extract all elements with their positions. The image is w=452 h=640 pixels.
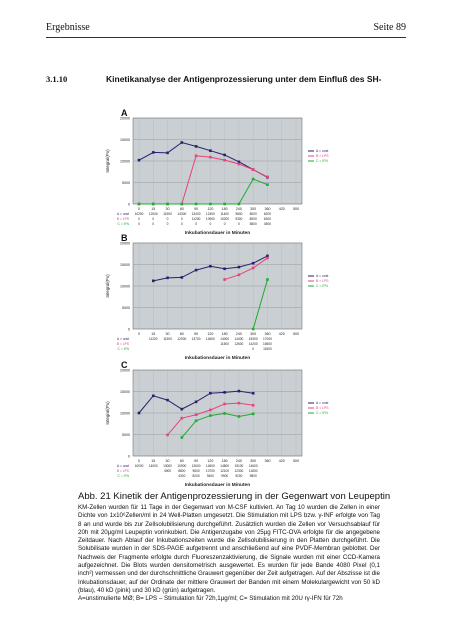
- data-point: [181, 276, 184, 279]
- data-point: [209, 156, 212, 159]
- table-cell: 8800: [178, 469, 186, 473]
- x-tick-label: 360: [264, 332, 271, 336]
- y-tick-label: 5000: [122, 181, 130, 185]
- table-cell: 12000: [177, 337, 187, 341]
- data-point: [152, 203, 155, 206]
- table-cell: 12300: [234, 469, 244, 473]
- table-cell: 12400: [205, 212, 215, 216]
- x-tick-label: 360: [264, 207, 271, 211]
- table-cell: 11800: [248, 469, 258, 473]
- x-tick-label: 500: [293, 207, 299, 211]
- table-cell: 0: [209, 222, 212, 226]
- table-cell: 12600: [191, 464, 201, 468]
- table-row-label: A = unst: [116, 464, 129, 468]
- x-tick-label: 180: [221, 332, 228, 336]
- data-point: [252, 392, 255, 395]
- x-tick-label: 90: [194, 459, 199, 463]
- x-tick-label: 420: [278, 207, 285, 211]
- y-tick-label: 15000: [120, 390, 130, 394]
- x-tick-label: 0: [138, 459, 140, 463]
- data-point: [252, 178, 255, 181]
- x-tick-label: 500: [293, 459, 299, 463]
- x-tick-label: 15: [151, 207, 156, 211]
- table-cell: 0: [166, 217, 169, 221]
- caption-text: KM-Zellen wurden für 11 Tage in der Gegenwart von M-CSF kultiviert. An Tag 10 wurden die Zellen in einer Dichte von 1x10⁶Zellen/ml in 24 Well-Platten umgesetzt. Die Stimulation mit LPS bzw. γ-INF erfolgte von Tag 8 an und wurde bis zur Zellsolubilisierung durchgeführt. Zusätzlich wurden die Zellen vor Versuchsablauf für 20h mit 20µg/ml Leupeptin vorinkubiert. Die Antigenzugabe von 25µg FITC-OVA erfolgte für die angegebene Zeitdauer. Nach Ablauf der Inkubationszeiten wurde die Zellsolubilisierung in den Platten durchgeführt. Die Solubilisate wurden in der SDS-PAGE aufgetrennt und anschließend auf eine PVDF-Membran geblottet. Der Nachweis der Fragmente erfolgte durch Fluoreszenzaktivierung, die Signale wurden mit einer CCD-Kamera aufgezeichnet. Die Blots wurden densitometrisch ausgewertet. Es wurden für jede Bande 4080 Pixel (0,1 inch²) vermessen und der durchschnittliche Grauwert gegenüber der Zeit aufgetragen. Auf der Abszisse ist die Inkubationsdauer, auf der Ordinate der mittlere Grauwert der Banden mit einem Molekulargewicht von 50 kD (blau), 40 kD (pink) und 30 kD (grün) aufgetragen.: [78, 504, 380, 594]
- table-row-label: A = unst: [116, 212, 129, 216]
- y-tick-label: 15000: [120, 263, 130, 267]
- table-row-label: B = LPS: [116, 342, 129, 346]
- table-cell: 10900: [205, 217, 215, 221]
- x-tick-label: 90: [194, 332, 199, 336]
- data-point: [223, 412, 226, 415]
- x-tick-label: 30: [165, 332, 170, 336]
- table-cell: 9300: [235, 217, 243, 221]
- x-tick-label: 30: [165, 459, 170, 463]
- legend-entry: C = IFN: [316, 411, 328, 415]
- table-cell: 14000: [220, 337, 230, 341]
- y-axis-label: Integral(Px): [105, 274, 110, 298]
- legend-entry: A = unst: [316, 149, 329, 153]
- data-point: [252, 267, 255, 270]
- x-tick-label: 15: [151, 332, 156, 336]
- y-tick-label: 0: [128, 454, 130, 459]
- data-point: [195, 413, 198, 416]
- data-point: [166, 277, 169, 280]
- table-cell: 9900: [221, 474, 229, 478]
- y-tick-label: 20000: [120, 116, 130, 121]
- data-point: [266, 278, 269, 281]
- table-cell: 14800: [220, 464, 230, 468]
- y-tick-label: 5000: [122, 433, 130, 437]
- data-point: [238, 415, 241, 418]
- data-point: [195, 269, 198, 272]
- table-cell: 15100: [234, 464, 244, 468]
- data-point: [195, 203, 198, 206]
- table-cell: 0: [152, 217, 155, 221]
- table-cell: 0: [223, 222, 226, 226]
- table-cell: 14400: [234, 337, 244, 341]
- data-point: [252, 413, 255, 416]
- table-cell: 0: [138, 222, 140, 226]
- section-title: Kinetikanalyse der Antigenprozessierung unter dem Einfluß des SH-: [106, 74, 382, 84]
- data-point: [152, 280, 155, 283]
- y-tick-label: 15000: [120, 138, 130, 142]
- x-tick-label: 300: [250, 459, 257, 463]
- data-point: [181, 436, 184, 439]
- table-cell: 12600: [234, 342, 244, 346]
- table-cell: 15300: [248, 337, 258, 341]
- header-chapter: Ergebnisse: [46, 22, 90, 33]
- x-tick-label: 120: [207, 207, 214, 211]
- x-tick-label: 300: [250, 207, 257, 211]
- data-point: [209, 265, 212, 268]
- data-point: [252, 168, 255, 171]
- table-cell: 14000: [148, 464, 158, 468]
- table-cell: 14300: [177, 212, 187, 216]
- data-point: [166, 434, 169, 437]
- x-tick-label: 180: [221, 459, 228, 463]
- y-axis-label: Integral(Px): [105, 149, 110, 173]
- section-number: 3.1.10: [46, 74, 68, 84]
- table-cell: 10700: [205, 469, 215, 473]
- data-point: [138, 203, 141, 206]
- y-tick-label: 10000: [120, 411, 130, 416]
- table-cell: 16500: [263, 342, 272, 346]
- y-tick-label: 0: [128, 202, 130, 207]
- figure-caption-title: Abb. 21 Kinetik der Antigenprozessierung in der Gegenwart von Leupeptin: [78, 491, 391, 502]
- x-tick-label: 0: [138, 332, 140, 336]
- table-cell: 0: [252, 347, 255, 351]
- table-cell: 11900: [163, 337, 172, 341]
- x-tick-label: 500: [293, 332, 299, 336]
- table-cell: 0: [195, 222, 197, 226]
- panel-letter: A: [121, 108, 128, 118]
- table-cell: 9200: [235, 474, 243, 478]
- data-point: [223, 203, 226, 206]
- data-point: [223, 391, 226, 394]
- x-tick-label: 60: [179, 459, 184, 463]
- table-cell: 0: [166, 222, 169, 226]
- data-point: [166, 399, 169, 402]
- data-point: [223, 403, 226, 406]
- x-axis-label: Inkubationsdauer in Minuten: [184, 483, 251, 488]
- table-cell: 17000: [263, 337, 272, 341]
- data-point: [223, 268, 226, 271]
- legend-entry: A = unst: [316, 274, 329, 278]
- data-point: [195, 401, 198, 404]
- data-point: [181, 417, 184, 420]
- x-axis-label: Inkubationsdauer in Minuten: [184, 356, 251, 361]
- table-cell: 8000: [249, 217, 257, 221]
- table-cell: 10200: [220, 217, 230, 221]
- data-point: [166, 152, 169, 155]
- x-tick-label: 60: [179, 207, 184, 211]
- table-cell: 9800: [235, 212, 243, 216]
- x-tick-label: 360: [264, 459, 271, 463]
- table-cell: 0: [180, 222, 183, 226]
- table-row-label: C = IFN: [117, 347, 129, 351]
- table-cell: 9400: [206, 474, 214, 478]
- data-point: [266, 176, 269, 179]
- x-tick-label: 240: [235, 207, 242, 211]
- data-point: [238, 402, 241, 405]
- data-point: [238, 266, 241, 269]
- data-point: [195, 145, 198, 148]
- data-point: [238, 274, 241, 277]
- table-row-label: C = IFN: [117, 222, 129, 226]
- data-point: [195, 155, 198, 158]
- table-cell: 0: [180, 217, 183, 221]
- legend-entry: C = IFN: [316, 284, 328, 288]
- table-cell: 13700: [191, 337, 201, 341]
- data-point: [223, 154, 226, 157]
- data-point: [138, 159, 141, 162]
- x-tick-label: 30: [165, 207, 170, 211]
- table-cell: 11500: [263, 347, 272, 351]
- table-cell: 12000: [148, 212, 158, 216]
- data-point: [152, 151, 155, 154]
- table-cell: 6300: [263, 217, 272, 221]
- data-point: [209, 149, 212, 152]
- table-cell: 14600: [248, 464, 258, 468]
- x-tick-label: 0: [138, 207, 140, 211]
- x-tick-label: 420: [278, 459, 285, 463]
- table-cell: 0: [238, 222, 240, 226]
- x-axis-label: Inkubationsdauer in Minuten: [184, 231, 251, 236]
- table-cell: 10900: [177, 464, 187, 468]
- data-point: [266, 257, 269, 260]
- x-tick-label: 60: [179, 332, 184, 336]
- table-cell: 6200: [263, 212, 272, 216]
- table-cell: 9600: [192, 469, 200, 473]
- panel-letter: C: [121, 360, 128, 370]
- table-row-label: B = LPS: [116, 469, 129, 473]
- x-tick-label: 15: [151, 459, 156, 463]
- data-point: [238, 203, 241, 206]
- x-tick-label: 90: [194, 207, 199, 211]
- figure-caption: [78, 504, 380, 604]
- table-cell: 11900: [163, 212, 172, 216]
- y-tick-label: 20000: [120, 368, 130, 373]
- x-tick-label: 120: [207, 332, 214, 336]
- data-point: [138, 412, 141, 415]
- x-tick-label: 180: [221, 207, 228, 211]
- table-cell: 5800: [249, 222, 257, 226]
- table-cell: 8000: [249, 212, 257, 216]
- data-point: [209, 414, 212, 417]
- table-cell: 14200: [248, 342, 258, 346]
- data-point: [238, 390, 241, 393]
- data-point: [166, 203, 169, 206]
- data-point: [181, 141, 184, 144]
- y-tick-label: 0: [128, 327, 130, 332]
- legend-entry: B = LPS: [316, 406, 329, 410]
- table-cell: 13000: [163, 464, 172, 468]
- table-cell: 8200: [192, 474, 200, 478]
- data-point: [152, 395, 155, 398]
- data-point: [209, 203, 212, 206]
- x-tick-label: 420: [278, 332, 285, 336]
- table-cell: 10000: [134, 464, 144, 468]
- data-point: [223, 278, 226, 281]
- table-cell: 4500: [263, 222, 272, 226]
- y-tick-label: 10000: [120, 284, 130, 289]
- data-point: [252, 328, 255, 331]
- y-tick-label: 20000: [120, 241, 130, 246]
- table-row-label: C = IFN: [117, 474, 129, 478]
- x-tick-label: 300: [250, 332, 257, 336]
- table-cell: 0: [152, 222, 155, 226]
- table-cell: 9800: [249, 474, 257, 478]
- table-cell: 4900: [163, 469, 172, 473]
- data-point: [238, 163, 241, 166]
- table-cell: 11200: [191, 217, 201, 221]
- data-point: [181, 203, 184, 206]
- x-tick-label: 240: [235, 332, 242, 336]
- data-point: [252, 404, 255, 407]
- y-tick-label: 10000: [120, 159, 130, 164]
- data-point: [223, 159, 226, 162]
- header-page-number: Seite 89: [373, 22, 406, 33]
- caption-legend-line: A=unstimulierte MØ; B= LPS – Stimulation für 72h,1µg/ml; C= Stimulation mit 20U rγ-IFN für 72h: [78, 595, 343, 603]
- x-tick-label: 240: [235, 459, 242, 463]
- table-row-label: B = LPS: [116, 217, 129, 221]
- legend-entry: B = LPS: [316, 279, 329, 283]
- x-tick-label: 120: [207, 459, 214, 463]
- data-point: [209, 409, 212, 412]
- table-cell: 4300: [178, 474, 186, 478]
- data-point: [195, 419, 198, 422]
- panel-letter: B: [121, 233, 128, 243]
- data-point: [209, 392, 212, 395]
- y-tick-label: 5000: [122, 306, 130, 310]
- table-cell: 12100: [220, 469, 230, 473]
- data-point: [252, 262, 255, 265]
- table-row-label: A = unst: [116, 337, 129, 341]
- table-cell: 10200: [134, 212, 144, 216]
- legend-entry: B = LPS: [316, 154, 329, 158]
- legend-entry: C = IFN: [316, 159, 328, 163]
- table-cell: 11400: [220, 212, 229, 216]
- table-cell: 13400: [191, 212, 201, 216]
- table-cell: 0: [138, 217, 140, 221]
- legend-entry: A = unst: [316, 401, 329, 405]
- data-point: [266, 183, 269, 186]
- y-axis-label: Integral(Px): [105, 401, 110, 425]
- table-cell: 14600: [205, 337, 215, 341]
- table-cell: 14600: [205, 464, 215, 468]
- table-cell: 11200: [148, 337, 158, 341]
- data-point: [181, 408, 184, 411]
- table-cell: 11500: [220, 342, 229, 346]
